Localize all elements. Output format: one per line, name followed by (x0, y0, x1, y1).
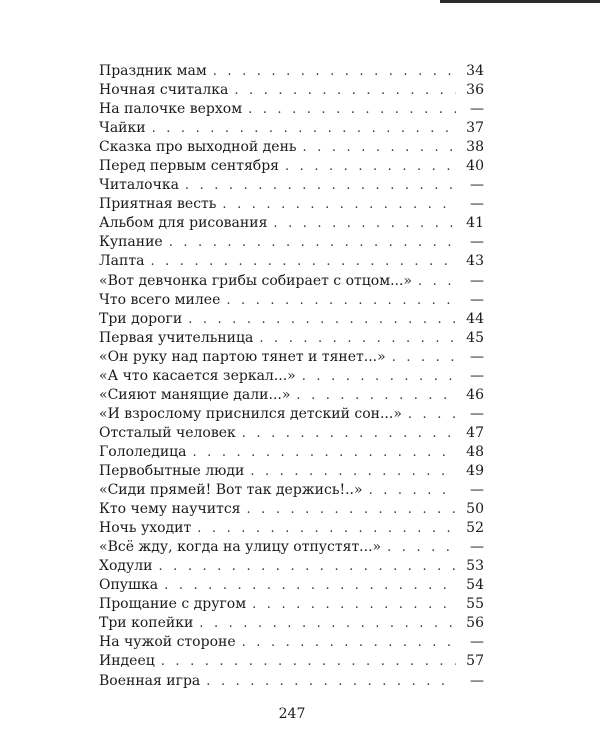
toc-entry-page: 43 (466, 253, 484, 270)
toc-entry[interactable] (99, 481, 484, 500)
toc-entry-page: 37 (466, 120, 484, 137)
dot-leader (188, 310, 456, 329)
toc-entry-page: — (470, 291, 484, 308)
toc-entry[interactable] (99, 519, 484, 538)
dot-leader (169, 233, 456, 252)
toc-entry-page: 56 (466, 615, 484, 632)
toc-entry-page: 54 (466, 577, 484, 594)
toc-entry[interactable] (99, 272, 484, 291)
toc-entry[interactable] (99, 348, 484, 367)
toc-entry-page: 47 (466, 424, 484, 441)
toc-entry-title: Праздник мам (99, 63, 207, 79)
toc-entry-page: 40 (466, 158, 484, 175)
dot-leader (252, 595, 456, 614)
toc-entry[interactable] (99, 329, 484, 348)
toc-entry[interactable] (99, 195, 484, 214)
toc-entry-title: Первобытные люди (99, 462, 245, 479)
toc-entry[interactable] (99, 100, 484, 119)
toc-entry-title: Кто чему научится (99, 501, 241, 518)
toc-entry-page: 44 (466, 310, 484, 327)
toc-entry-title: Альбом для рисования (99, 215, 268, 232)
toc-entry-page: 53 (466, 558, 484, 575)
toc-entry-page: — (470, 482, 484, 499)
dot-leader (418, 272, 456, 291)
toc-entry[interactable] (99, 595, 484, 614)
toc-entry[interactable] (99, 176, 484, 195)
toc-entry-title: Лапта (99, 253, 145, 270)
dot-leader (185, 176, 456, 195)
dot-leader (193, 443, 457, 462)
dot-leader (197, 519, 456, 538)
dot-leader (303, 138, 456, 157)
dot-leader (242, 424, 456, 443)
toc-entry[interactable] (99, 500, 484, 519)
dot-leader (158, 557, 456, 576)
toc-entry[interactable] (99, 138, 484, 157)
toc-entry-page: 36 (466, 82, 484, 99)
dot-leader (206, 672, 456, 691)
dot-leader (161, 652, 456, 671)
toc-entry-title: Военная игра (99, 672, 201, 689)
toc-entry[interactable] (99, 557, 484, 576)
toc-entry[interactable] (99, 119, 484, 138)
toc-entry-page: — (470, 367, 484, 384)
toc-entry-page: 49 (466, 462, 484, 479)
toc-entry[interactable] (99, 291, 484, 310)
toc-entry-title: «Вот девчонка грибы собирает с отцом...» (99, 272, 412, 289)
dot-leader (242, 633, 456, 652)
toc-entry-page: — (470, 539, 484, 556)
dot-leader (296, 386, 456, 405)
toc-entry-page: — (470, 672, 484, 689)
dot-leader (259, 329, 456, 348)
toc-entry[interactable] (99, 614, 484, 633)
dot-leader (302, 367, 456, 386)
dot-leader (222, 195, 456, 214)
toc-entry-page: 34 (466, 63, 484, 79)
toc-entry[interactable] (99, 157, 484, 176)
toc-entry-page: 46 (466, 386, 484, 403)
dot-leader (285, 157, 456, 176)
toc-entry-title: Ночь уходит (99, 520, 192, 537)
toc-entry-page: — (470, 101, 484, 118)
toc-entry[interactable] (99, 462, 484, 481)
toc-entry[interactable] (99, 62, 484, 81)
toc-entry-title: Индеец (99, 653, 155, 670)
toc-entry-title: Перед первым сентября (99, 158, 280, 175)
dot-leader (392, 348, 456, 367)
dot-leader (234, 81, 456, 100)
toc-entry-title: «Всё жду, когда на улицу отпустят...» (99, 539, 382, 556)
toc-entry-title: На чужой стороне (99, 634, 236, 651)
toc-entry[interactable] (99, 538, 484, 557)
dot-leader (150, 252, 456, 271)
toc-entry-page: — (470, 234, 484, 251)
toc-entry-title: Первая учительница (99, 329, 254, 346)
toc-entry-page: — (470, 177, 484, 194)
dot-leader (248, 100, 456, 119)
toc-entry-title: «Сияют манящие дали...» (99, 386, 291, 403)
toc-entry-title: «Сиди прямей! Вот так держись!..» (99, 482, 363, 499)
toc-entry-title: Опушка (99, 577, 159, 594)
toc-entry-page: — (470, 196, 484, 213)
top-edge-rule (440, 0, 600, 3)
dot-leader (250, 462, 456, 481)
toc-entry-title: Чайки (99, 120, 146, 137)
toc-entry[interactable] (99, 672, 484, 691)
toc-entry-page: — (470, 272, 484, 289)
toc-entry-title: Читалочка (99, 177, 179, 194)
toc-entry-page: 48 (466, 443, 484, 460)
toc-entry[interactable] (99, 652, 484, 671)
toc-entry-title: «И взрослому приснился детский сон...» (99, 405, 402, 422)
toc-entry-page: 52 (466, 520, 484, 537)
toc-entry-title: Три дороги (99, 310, 183, 327)
toc-entry-title: Отсталый человек (99, 424, 236, 441)
toc-entry[interactable] (99, 443, 484, 462)
dot-leader (273, 214, 456, 233)
toc-entry-page: 50 (466, 501, 484, 518)
toc-entry[interactable] (99, 424, 484, 443)
toc-entry-title: Сказка про выходной день (99, 139, 297, 156)
toc-entry-title: Ходули (99, 558, 153, 575)
page-number: 247 (278, 706, 306, 722)
toc-entry-title: Приятная весть (99, 196, 217, 213)
dot-leader (408, 405, 456, 424)
toc-entry-page: 57 (466, 653, 484, 670)
dot-leader (164, 576, 456, 595)
toc-entry-title: Что всего милее (99, 291, 221, 308)
toc-entry-title: Купание (99, 234, 163, 251)
toc-entry[interactable] (99, 214, 484, 233)
toc-entry-page: — (470, 348, 484, 365)
toc-entry-title: На палочке верхом (99, 101, 243, 118)
toc-entry[interactable] (99, 405, 484, 424)
toc-entry[interactable] (99, 633, 484, 652)
toc-entry[interactable] (99, 310, 484, 329)
toc-entry-page: 41 (466, 215, 484, 232)
dot-leader (387, 538, 456, 557)
toc-entry[interactable] (99, 386, 484, 405)
toc-entry-title: Ночная считалка (99, 82, 229, 99)
toc-entry[interactable] (99, 252, 484, 271)
toc-entry[interactable] (99, 81, 484, 100)
toc-entry-title: Три копейки (99, 615, 194, 632)
toc-entry-page: 45 (466, 329, 484, 346)
table-of-contents (99, 62, 484, 691)
toc-entry-title: Прощание с другом (99, 596, 247, 613)
toc-entry-page: 55 (466, 596, 484, 613)
toc-entry-page: 38 (466, 139, 484, 156)
toc-entry-title: «А что касается зеркал...» (99, 367, 296, 384)
toc-entry[interactable] (99, 233, 484, 252)
toc-entry-title: Гололедица (99, 443, 187, 460)
toc-entry[interactable] (99, 576, 484, 595)
dot-leader (199, 614, 456, 633)
toc-entry-page: — (470, 634, 484, 651)
toc-entry-page: — (470, 405, 484, 422)
dot-leader (369, 481, 456, 500)
toc-entry[interactable] (99, 367, 484, 386)
dot-leader (247, 500, 457, 519)
dot-leader (213, 62, 456, 81)
dot-leader (152, 119, 456, 138)
dot-leader (226, 291, 456, 310)
toc-entry-title: «Он руку над партою тянет и тянет...» (99, 348, 386, 365)
